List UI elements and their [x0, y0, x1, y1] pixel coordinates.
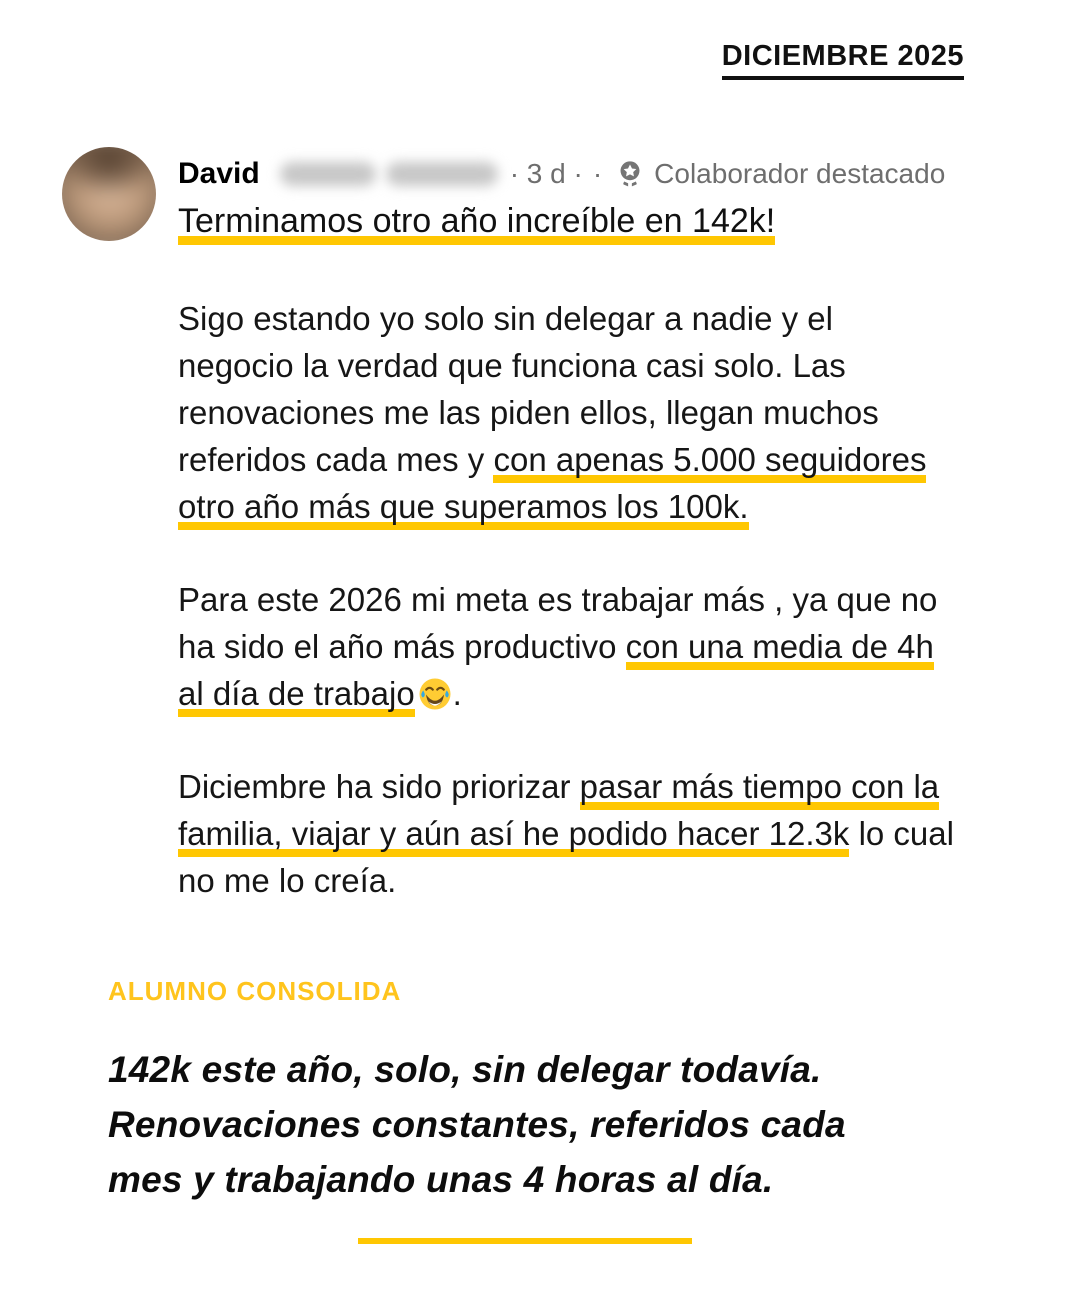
- blurred-last-name: [280, 162, 376, 186]
- author-row: [178, 155, 945, 193]
- text-segment: renovaciones me las piden ellos, llegan muchos: [178, 394, 879, 431]
- alumno-label: ALUMNO CONSOLIDA: [108, 976, 402, 1006]
- text-segment: 142k este año, solo, sin delegar todavía.: [108, 1049, 822, 1090]
- text-segment: Renovaciones constantes, referidos cada: [108, 1104, 846, 1145]
- post-paragraph: [178, 576, 954, 717]
- badge-label: Colaborador destacado: [654, 158, 946, 189]
- summary-text: [108, 1042, 846, 1207]
- blurred-profile-photo: [62, 147, 156, 241]
- text-segment: no me lo creía.: [178, 862, 397, 899]
- month-header: DICIEMBRE 2025: [722, 40, 964, 80]
- joy-emoji: [417, 676, 453, 712]
- highlighted-text: con apenas 5.000 seguidores: [493, 441, 926, 483]
- text-line: [178, 342, 954, 389]
- post-title: Terminamos otro año increíble en 142k!: [178, 202, 775, 245]
- text-segment: mes y trabajando unas 4 horas al día.: [108, 1159, 774, 1200]
- meta-separator-dot: ·: [592, 158, 603, 189]
- highlighted-text: pasar más tiempo con la: [580, 768, 940, 810]
- highlighted-text: con una media de 4h: [626, 628, 934, 670]
- text-line: [178, 483, 954, 530]
- text-line: [178, 763, 954, 810]
- gold-divider: [358, 1238, 692, 1244]
- author-name[interactable]: David: [178, 157, 260, 190]
- text-segment: .: [452, 675, 462, 712]
- text-line: [178, 389, 954, 436]
- text-line: [108, 1042, 846, 1097]
- highlighted-text: otro año más que superamos los 100k.: [178, 488, 749, 530]
- text-line: [178, 857, 954, 904]
- text-segment: lo cual: [849, 815, 954, 852]
- top-voice-badge-icon: [614, 158, 646, 190]
- text-line: [108, 1097, 846, 1152]
- post-time: · 3 d ·: [509, 158, 583, 189]
- text-segment: referidos cada mes y: [178, 441, 494, 478]
- text-line: [178, 623, 954, 670]
- text-segment: negocio la verdad que funciona casi solo. Las: [178, 347, 846, 384]
- text-line: [108, 1152, 846, 1207]
- post-body: [178, 295, 954, 950]
- blurred-last-name: [386, 162, 498, 186]
- text-line: [178, 670, 954, 717]
- highlighted-text: familia, viajar y aún así he podido hacer 12.3k: [178, 815, 849, 857]
- text-line: [178, 576, 954, 623]
- text-line: [178, 810, 954, 857]
- text-segment: Para este 2026 mi meta es trabajar más , ya que no: [178, 581, 938, 618]
- post-header: [178, 155, 945, 245]
- post-paragraph: [178, 295, 954, 530]
- highlighted-text: al día de trabajo: [178, 675, 415, 717]
- text-segment: ha sido el año más productivo: [178, 628, 626, 665]
- text-segment: Sigo estando yo solo sin delegar a nadie y el: [178, 300, 833, 337]
- text-segment: Diciembre ha sido priorizar: [178, 768, 580, 805]
- text-line: [178, 436, 954, 483]
- text-line: [178, 295, 954, 342]
- post-paragraph: [178, 763, 954, 904]
- avatar[interactable]: [62, 147, 156, 241]
